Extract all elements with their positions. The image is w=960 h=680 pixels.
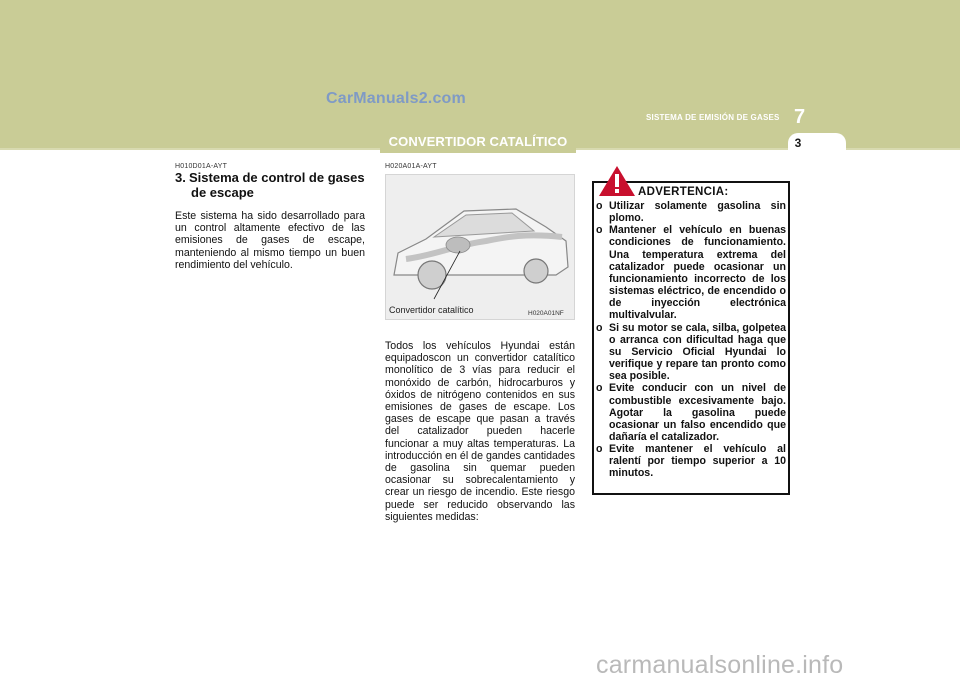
warning-item xyxy=(596,224,786,321)
section-code-middle: H020A01A-AYT xyxy=(385,163,437,170)
bullet-marker: o xyxy=(596,200,603,212)
warning-list xyxy=(596,200,786,480)
section-heading-line2: de escape xyxy=(191,185,254,200)
left-body-text: Este sistema ha sido desarrollado para un control altamente efectivo de las emisiones de gases de escape, manteniendo al mismo tiempo un buen rendimiento del vehículo. xyxy=(175,210,365,271)
section-code-left: H010D01A-AYT xyxy=(175,163,228,170)
warning-item-text: Mantener el vehículo en buenas condiciones de funcionamiento. Una temperatura extrema del catalizador puede ocasionar un funcionamiento incorrecto de los sistemas eléctrico, de encendido o de inyección electrónica multivalvular. xyxy=(609,224,786,322)
exclamation-triangle-icon xyxy=(598,165,636,197)
header-band xyxy=(0,0,960,150)
warning-title: ADVERTENCIA: xyxy=(638,186,729,198)
warning-item xyxy=(596,200,786,224)
warning-item xyxy=(596,382,786,443)
car-illustration xyxy=(386,175,574,319)
top-watermark-link[interactable]: CarManuals2.com xyxy=(326,90,466,107)
section-tab-label: CONVERTIDOR CATALÍTICO xyxy=(388,134,568,149)
figure-caption: Convertidor catalítico xyxy=(389,305,474,315)
warning-item xyxy=(596,443,786,479)
warning-item-text: Utilizar solamente gasolina sin plomo. xyxy=(609,200,786,225)
catalytic-converter-figure xyxy=(385,174,575,320)
section-heading xyxy=(175,170,365,200)
footer-watermark: carmanualsonline.info xyxy=(596,651,844,679)
bullet-marker: o xyxy=(596,443,603,456)
warning-item-text: Evite conducir con un nivel de combustible excesivamente bajo. Agotar la gasolina puede ocasionar un falso encendido que dañaría el catalizador. xyxy=(609,382,786,443)
warning-item-text: Evite mantener el vehículo al ralentí por tiempo superior a 10 minutos. xyxy=(609,443,786,480)
middle-body-text: Todos los vehículos Hyundai están equipadoscon un convertidor catalítico monolítico de 3 vías para reducir el monóxido de carbón, hidrocarburos y óxidos de nitrógeno contenidos en sus emisiones de gases de escape. Los gases de escape que pasan a través del catalizador pueden hacerle funcionar a muy altas temperaturas. La introducción en él de gandes cantidades de gasolina sin quemar pueden ocasionar su sobrecalentamiento y crear un riesgo de incendio. Este riesgo puede ser reducido observando las siguientes medidas: xyxy=(385,340,575,523)
section-heading-number: 3. xyxy=(175,170,186,185)
warning-item xyxy=(596,322,786,383)
warning-item-text: Si su motor se cala, silba, golpetea o arranca con dificultad haga que su Servicio Oficial Hyundai lo verifique y repare tan pronto como sea posible. xyxy=(609,321,786,383)
bullet-marker: o xyxy=(596,382,603,395)
section-heading-line1: Sistema de control de gases xyxy=(189,170,365,185)
bullet-marker: o xyxy=(596,321,603,334)
figure-code: H020A01NF xyxy=(528,310,564,317)
bullet-marker: o xyxy=(596,224,603,237)
chapter-number: 7 xyxy=(794,106,806,128)
chapter-title: SISTEMA DE EMISIÓN DE GASES xyxy=(646,113,780,122)
page-number: 3 xyxy=(794,136,802,150)
